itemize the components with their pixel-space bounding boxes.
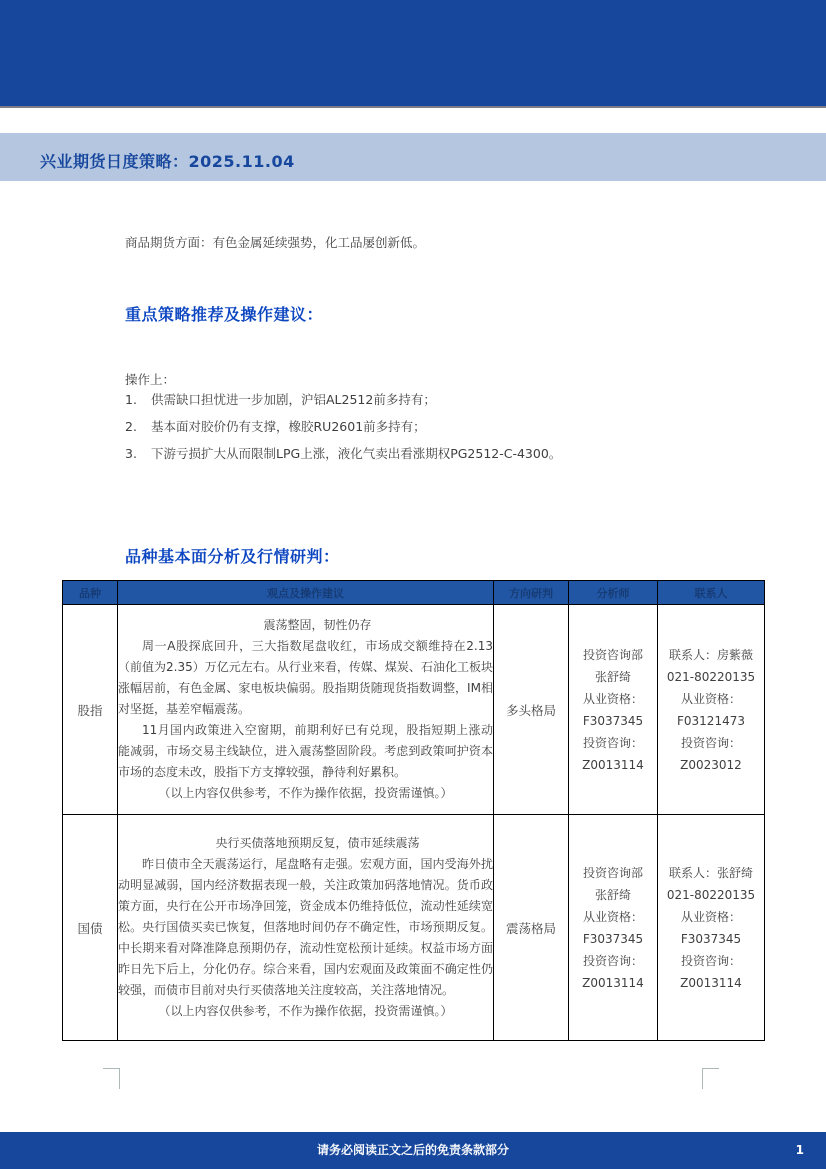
analyst-line: Z0013114 [582,757,644,772]
analyst-line: 投资咨询： [582,953,643,968]
analysis-table [62,580,765,1041]
analyst-line: F3037345 [582,931,644,946]
contact-line: Z0013114 [680,975,742,990]
view-paragraph: 周一A股探底回升，三大指数尾盘收红，市场成交额维持在2.13（前值为2.35）万亿元左右。从行业来看，传媒、煤炭、石油化工板块涨幅居前，有色金属、家电板块偏弱。股指期货随现货指数调整，IM相对坚挺，基差窄幅震荡。 [118,639,493,716]
view-title: 震荡整固，韧性仍存 [263,618,372,632]
section-heading-analysis: 品种基本面分析及行情研判： [125,547,340,566]
header-contact: 联系人 [658,581,765,605]
contact-cell [658,605,765,815]
table-header-row [63,581,765,605]
operations-lead: 操作上： [125,372,176,387]
page-title: 兴业期货日度策略：2025.11.04 [40,152,295,171]
view-cell [118,815,494,1041]
header-variety: 品种 [63,581,118,605]
analyst-line: 投资咨询： [582,735,643,750]
analyst-line: 投资咨询部 [582,865,643,880]
operations-list [125,391,561,472]
variety-cell: 国债 [63,815,118,1041]
view-paragraph: 昨日债市全天震荡运行，尾盘略有走强。宏观方面，国内受海外扰动明显减弱，国内经济数据表现一般，关注政策加码落地情况。货币政策方面，央行在公开市场净回笼，资金成本仍维持低位，流动性延续宽松。央行国债买卖已恢复，但落地时间仍存不确定性，市场预期反复。中长期来看对降准降息预期仍存，流动性宽松预计延续。权益市场方面昨日先下后上，分化仍存。综合来看，国内宏观面及政策面不确定性仍较强，而债市目前对央行买债落地关注度较高，关注落地情况。 [118,857,493,997]
view-disclaimer: （以上内容仅供参考，不作为操作依据，投资需谨慎。） [158,1004,453,1018]
analyst-line: F3037345 [582,713,644,728]
analyst-cell [569,815,658,1041]
table-row [63,605,765,815]
list-item-text: 基本面对胶价仍有支撑，橡胶RU2601前多持有； [151,419,426,434]
contact-line: 021-80220135 [666,887,756,902]
view-disclaimer: （以上内容仅供参考，不作为操作依据，投资需谨慎。） [158,786,453,800]
section-heading-strategy: 重点策略推荐及操作建议： [125,305,324,324]
list-item [125,391,561,408]
table-row [63,815,765,1041]
header-analyst: 分析师 [569,581,658,605]
contact-line: 从业资格： [680,909,741,924]
contact-line: 从业资格： [680,691,741,706]
direction-cell: 震荡格局 [494,815,569,1041]
analyst-line: 张舒绮 [594,669,631,684]
list-item-text: 供需缺口担忧进一步加剧，沪铝AL2512前多持有； [151,392,436,407]
contact-cell [658,815,765,1041]
contact-line: 联系人：张舒绮 [668,865,753,880]
contact-line: 投资咨询： [680,953,741,968]
contact-line: 021-80220135 [666,669,756,684]
contact-line: 投资咨询： [680,735,741,750]
analyst-line: 从业资格： [582,909,643,924]
contact-line: F03121473 [677,713,745,728]
margin-corner-mark-left [103,1068,120,1089]
page-number: 1 [795,1143,804,1157]
title-band [0,133,826,181]
footer-bar [0,1132,826,1169]
contact-line: F3037345 [680,931,742,946]
footer-disclaimer: 请务必阅读正文之后的免责条款部分 [316,1143,509,1157]
contact-line: Z0023012 [680,757,742,772]
top-banner [0,0,826,108]
list-item-number: 1. [125,392,137,407]
analyst-line: 投资咨询部 [582,647,643,662]
margin-corner-mark-right [702,1068,719,1089]
analyst-cell [569,605,658,815]
list-item-number: 3. [125,446,137,461]
view-paragraph: 11月国内政策进入空窗期，前期利好已有兑现，股指短期上涨动能减弱，市场交易主线缺位，进入震荡整固阶段。考虑到政策呵护资本市场的态度未改，股指下方支撑较强，静待利好累积。 [118,723,493,779]
analyst-line: Z0013114 [582,975,644,990]
intro-paragraph: 商品期货方面：有色金属延续强势，化工品屡创新低。 [125,235,426,250]
analysis-table-wrap [62,580,765,1041]
list-item [125,418,561,435]
view-cell [118,605,494,815]
variety-cell: 股指 [63,605,118,815]
list-item-number: 2. [125,419,137,434]
view-title: 央行买债落地预期反复，债市延续震荡 [215,836,420,850]
analyst-line: 张舒绮 [594,887,631,902]
header-view: 观点及操作建议 [118,581,494,605]
header-direction: 方向研判 [494,581,569,605]
contact-line: 联系人：房紫薇 [668,647,753,662]
list-item-text: 下游亏损扩大从而限制LPG上涨，液化气卖出看涨期权PG2512-C-4300。 [151,446,562,461]
analyst-line: 从业资格： [582,691,643,706]
direction-cell: 多头格局 [494,605,569,815]
list-item [125,445,561,462]
